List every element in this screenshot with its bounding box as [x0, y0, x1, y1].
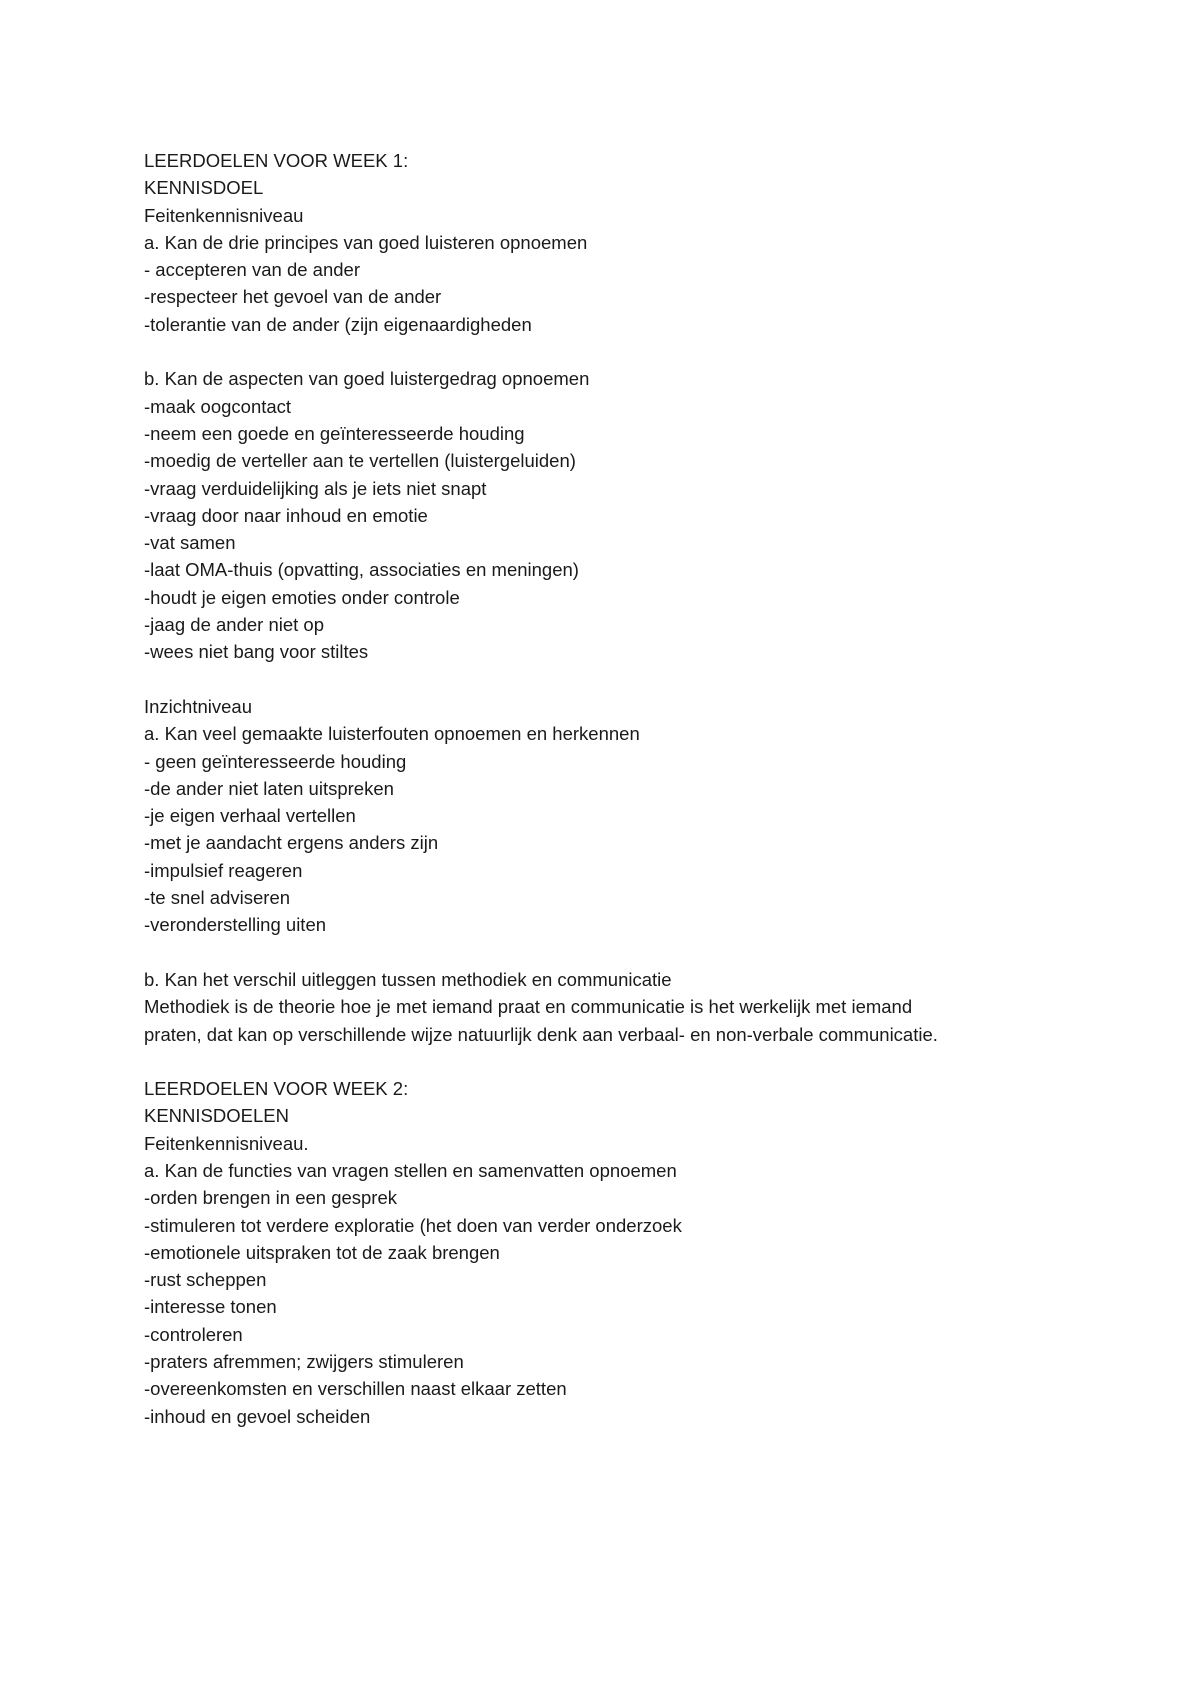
list-item: -houdt je eigen emoties onder controle — [144, 586, 460, 608]
body-text-line: praten, dat kan op verschillende wijze natuurlijk denk aan verbaal- en non-verbale communicatie. — [144, 1023, 938, 1045]
list-item: -tolerantie van de ander (zijn eigenaardigheden — [144, 313, 532, 335]
week1-b2-title: b. Kan het verschil uitleggen tussen methodiek en communicatie — [144, 968, 672, 990]
list-item: -orden brengen in een gesprek — [144, 1187, 398, 1209]
list-item: -vat samen — [144, 532, 236, 554]
paragraph-gap — [144, 1048, 1044, 1075]
week1-b-title: b. Kan de aspecten van goed luistergedrag opnoemen — [144, 368, 590, 390]
list-item: -respecteer het gevoel van de ander — [144, 286, 442, 308]
list-item: -je eigen verhaal vertellen — [144, 805, 356, 827]
week1-level-inzicht: Inzichtniveau — [144, 695, 252, 717]
list-item: - geen geïnteresseerde houding — [144, 750, 407, 772]
list-item: -praters afremmen; zwijgers stimuleren — [144, 1351, 464, 1373]
list-item: -moedig de verteller aan te vertellen (luistergeluiden) — [144, 450, 576, 472]
list-item: -laat OMA-thuis (opvatting, associaties en meningen) — [144, 559, 579, 581]
list-item: - accepteren van de ander — [144, 259, 360, 281]
list-item: -wees niet bang voor stiltes — [144, 641, 369, 663]
week2-level-feitenkennis: Feitenkennisniveau. — [144, 1132, 309, 1154]
list-item: -impulsief reageren — [144, 859, 303, 881]
week1-a-title: a. Kan de drie principes van goed luisteren opnoemen — [144, 231, 588, 253]
week2-heading: LEERDOELEN VOOR WEEK 2: — [144, 1078, 409, 1100]
list-item: -veronderstelling uiten — [144, 914, 327, 936]
list-item: -neem een goede en geïnteresseerde houding — [144, 422, 525, 444]
week2-a-title: a. Kan de functies van vragen stellen en samenvatten opnoemen — [144, 1159, 677, 1181]
paragraph-gap — [144, 939, 1044, 966]
paragraph-gap — [144, 666, 1044, 693]
list-item: -emotionele uitspraken tot de zaak brengen — [144, 1241, 500, 1263]
list-item: -interesse tonen — [144, 1296, 277, 1318]
list-item: -vraag verduidelijking als je iets niet snapt — [144, 477, 487, 499]
week1-level-feitenkennis: Feitenkennisniveau — [144, 204, 304, 226]
list-item: -jaag de ander niet op — [144, 614, 324, 636]
list-item: -te snel adviseren — [144, 887, 291, 909]
list-item: -met je aandacht ergens anders zijn — [144, 832, 439, 854]
list-item: -inhoud en gevoel scheiden — [144, 1405, 371, 1427]
document-body — [144, 147, 1044, 1430]
list-item: -vraag door naar inhoud en emotie — [144, 504, 428, 526]
week1-category: KENNISDOEL — [144, 177, 264, 199]
list-item: -controleren — [144, 1323, 243, 1345]
week1-heading: LEERDOELEN VOOR WEEK 1: — [144, 150, 409, 171]
list-item: -stimuleren tot verdere exploratie (het doen van verder onderzoek — [144, 1214, 682, 1236]
list-item: -de ander niet laten uitspreken — [144, 777, 394, 799]
week2-category: KENNISDOELEN — [144, 1105, 289, 1127]
list-item: -maak oogcontact — [144, 395, 292, 417]
paragraph-gap — [144, 338, 1044, 365]
list-item: -overeenkomsten en verschillen naast elkaar zetten — [144, 1378, 567, 1400]
week1-a2-title: a. Kan veel gemaakte luisterfouten opnoemen en herkennen — [144, 723, 640, 745]
body-text-line: Methodiek is de theorie hoe je met iemand praat en communicatie is het werkelijk met iemand — [144, 996, 913, 1018]
list-item: -rust scheppen — [144, 1269, 267, 1291]
